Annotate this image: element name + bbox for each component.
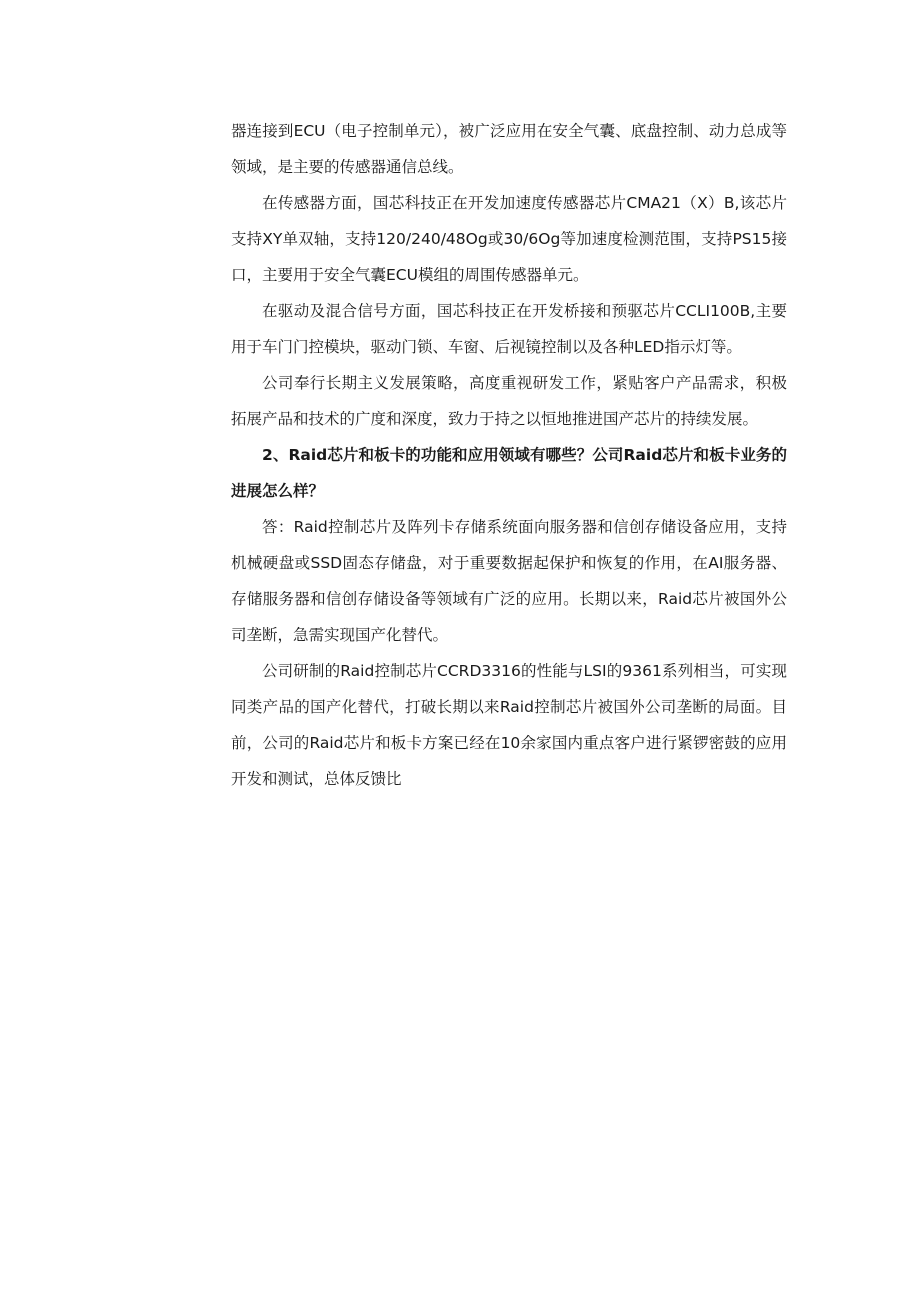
paragraph-sensor-chip: 在传感器方面，国芯科技正在开发加速度传感器芯片CMA21（X）B,该芯片支持XY单双轴，支持120/240/48Og或30/6Og等加速度检测范围，支持PS15接口，主要用于安全气囊ECU模组的周围传感器单元。 [231,194,787,284]
paragraph-ecu-bus: 器连接到ECU（电子控制单元），被广泛应用在安全气囊、底盘控制、动力总成等领域，是主要的传感器通信总线。 [231,122,787,176]
paragraph-raid-answer: 答：Raid控制芯片及阵列卡存储系统面向服务器和信创存储设备应用，支持机械硬盘或SSD固态存储盘，对于重要数据起保护和恢复的作用，在AI服务器、存储服务器和信创存储设备等领域有广泛的应用。长期以来，Raid芯片被国外公司垄断，急需实现国产化替代。 [231,518,787,644]
paragraph-raid-progress: 公司研制的Raid控制芯片CCRD3316的性能与LSI的9361系列相当，可实现同类产品的国产化替代，打破长期以来Raid控制芯片被国外公司垄断的局面。目前，公司的Raid芯片和板卡方案已经在10余家国内重点客户进行紧锣密鼓的应用开发和测试，总体反馈比 [231,662,787,788]
question-heading-raid: 2、Raid芯片和板卡的功能和应用领域有哪些？公司Raid芯片和板卡业务的进展怎么样？ [231,446,787,500]
paragraph-driver-chip: 在驱动及混合信号方面，国芯科技正在开发桥接和预驱芯片CCLI100B,主要用于车门门控模块，驱动门锁、车窗、后视镜控制以及各种LED指示灯等。 [231,302,787,356]
paragraph-strategy: 公司奉行长期主义发展策略，高度重视研发工作，紧贴客户产品需求，积极拓展产品和技术的广度和深度，致力于持之以恒地推进国产芯片的持续发展。 [231,374,787,428]
document-body [231,113,787,797]
